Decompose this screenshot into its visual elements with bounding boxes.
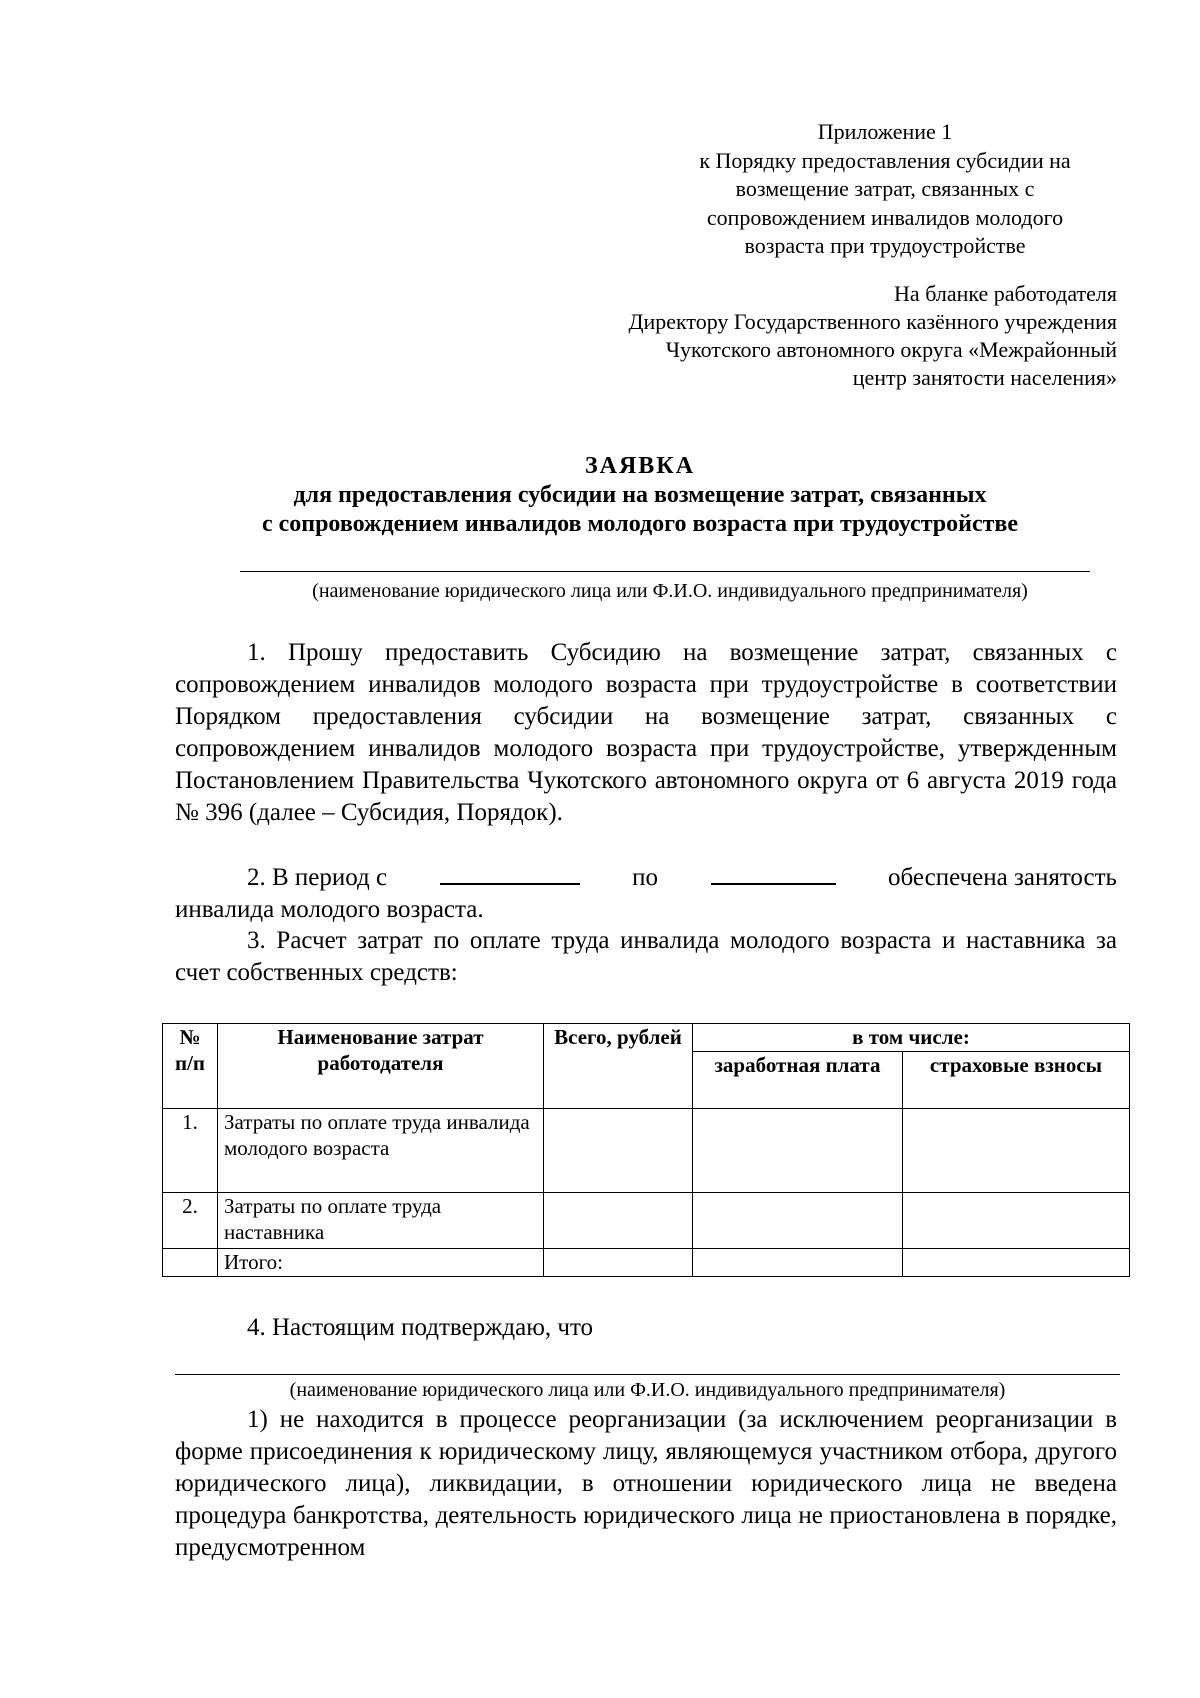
paragraph-text: 1) не находится в процессе реорганизации (за исключением реорганизации в форме присоединения к юридическому лицу, являющемуся участником отбора, другого юридического лица), ликвидации, в отношении юридического лица не введена процедура банкротства, деятельность юридического лица не приостановлена в порядке, предусмотренном — [175, 1406, 1117, 1561]
document-title — [160, 452, 1120, 539]
recipient-line: центр занятости населения» — [852, 365, 1117, 390]
recipient-block — [500, 280, 1117, 392]
recipient-line: Чукотского автономного округа «Межрайонный — [665, 337, 1117, 362]
row-insurance-cell[interactable] — [903, 1249, 1130, 1277]
row-salary-cell[interactable] — [693, 1193, 903, 1249]
row-salary-cell[interactable] — [693, 1109, 903, 1193]
row-insurance-cell[interactable] — [903, 1193, 1130, 1249]
costs-table — [162, 1023, 1130, 1277]
row-total-cell[interactable] — [544, 1193, 693, 1249]
header-insurance: страховые взносы — [903, 1052, 1130, 1109]
row-name: Затраты по оплате труда наставника — [218, 1193, 544, 1249]
paragraph-2 — [175, 861, 1117, 926]
confirm-name-line[interactable] — [175, 1374, 1120, 1375]
appendix-line: к Порядку предоставления субсидии на — [699, 147, 1071, 173]
paragraph-text: 1. Прошу предоставить Субсидию на возмещение затрат, связанных с сопровождением инвалидов молодого возраста при трудоустройстве в соответствии Порядком предоставления субсидии на возмещение затрат, связанных с сопровождением инвалидов молодого возраста при трудоустройстве, утвержденным Постановлением Правительства Чукотского автономного округа от 6 августа 2019 года № 396 (далее – Субсидия, Порядок). — [175, 639, 1117, 826]
paragraph-4: 4. Настоящим подтверждаю, что — [247, 1314, 594, 1341]
row-num: 1. — [163, 1109, 218, 1193]
recipient-line: Директору Государственного казённого учреждения — [628, 309, 1117, 334]
appendix-line: Приложение 1 — [817, 119, 953, 144]
header-total: Всего, рублей — [544, 1024, 693, 1109]
recipient-line: На бланке работодателя — [894, 281, 1117, 306]
appendix-header — [660, 118, 1110, 261]
period-end-label: обеспечена занятость — [888, 864, 1117, 891]
header-name: Наименование затрат работодателя — [218, 1024, 544, 1109]
confirm-caption: (наименование юридического лица или Ф.И.О. индивидуального предпринимателя) — [289, 1379, 1006, 1401]
table-row — [163, 1193, 1130, 1249]
header-salary: заработная плата — [693, 1052, 903, 1109]
period-from-field[interactable] — [440, 861, 580, 885]
appendix-line: возмещение затрат, связанных с — [735, 176, 1035, 201]
header-including: в том числе: — [693, 1024, 1130, 1052]
row-name: Затраты по оплате труда инвалида молодого возраста — [218, 1109, 544, 1193]
period-line — [175, 861, 1117, 894]
period-start-label: 2. В период с — [247, 864, 388, 891]
paragraph-5 — [175, 1404, 1117, 1564]
title-line: с сопровождением инвалидов молодого возраста при трудоустройстве — [261, 511, 1019, 537]
title-main: ЗАЯВКА — [584, 453, 696, 479]
header-num: № п/п — [163, 1024, 218, 1109]
appendix-line: возраста при трудоустройстве — [744, 233, 1026, 258]
title-line: для предоставления субсидии на возмещение затрат, связанных — [293, 482, 987, 508]
applicant-caption: (наименование юридического лица или Ф.И.О. индивидуального предпринимателя) — [312, 580, 1028, 602]
table-row — [163, 1249, 1130, 1277]
row-insurance-cell[interactable] — [903, 1109, 1130, 1193]
table-row — [163, 1109, 1130, 1193]
period-to-field[interactable] — [711, 861, 836, 885]
row-total-cell[interactable] — [544, 1109, 693, 1193]
paragraph-text: 3. Расчет затрат по оплате труда инвалида молодого возраста и наставника за счет собственных средств: — [175, 927, 1117, 986]
row-num: 2. — [163, 1193, 218, 1249]
paragraph-1 — [175, 637, 1117, 829]
paragraph-3 — [175, 925, 1117, 989]
row-total-cell[interactable] — [544, 1249, 693, 1277]
applicant-name-line[interactable] — [240, 571, 1090, 572]
appendix-line: сопровождением инвалидов молодого — [706, 204, 1064, 230]
row-num — [163, 1249, 218, 1277]
row-name: Итого: — [218, 1249, 544, 1277]
row-salary-cell[interactable] — [693, 1249, 903, 1277]
period-middle-label: по — [632, 864, 659, 891]
period-line-2: инвалида молодого возраста. — [175, 896, 484, 923]
